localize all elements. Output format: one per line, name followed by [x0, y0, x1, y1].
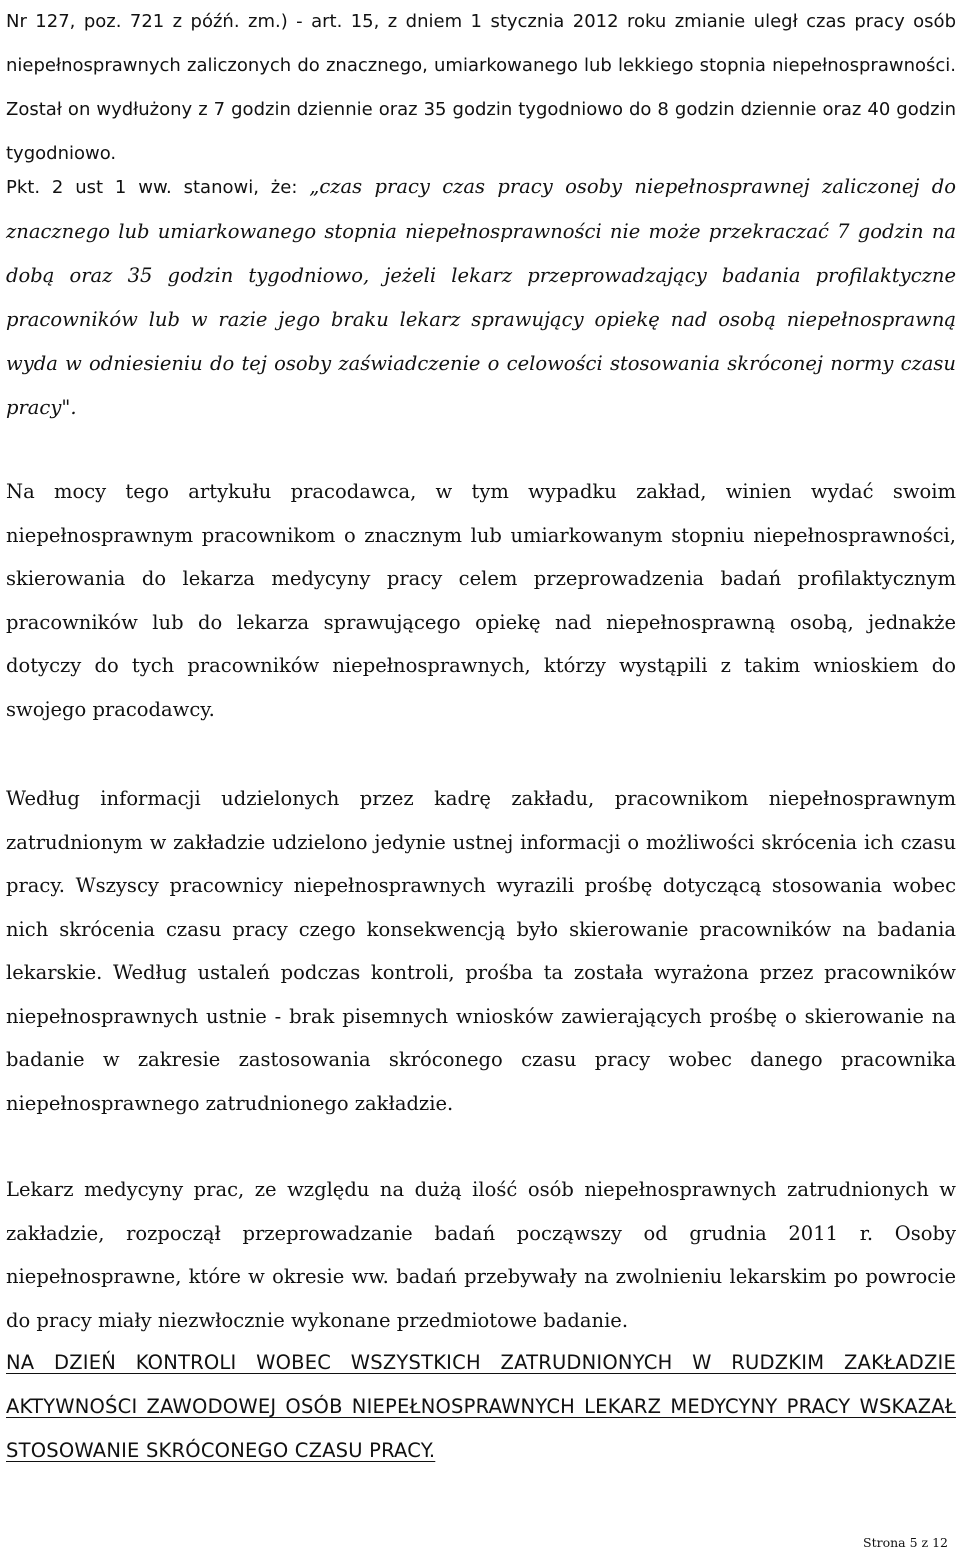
mocy-paragraph: Na mocy tego artykułu pracodawca, w tym wypadku zakład, winien wydać swoim niepełnosprawnym pracownikom o znacznym lub umiarkowanym stopniu niepełnosprawności, skierowania do lekarza medycyny pracy celem przeprowadzenia badań profilaktycznym pracowników lub do lekarza sprawującego opiekę nad niepełnosprawną osobą, jednakże dotyczy do tych pracowników niepełnosprawnych, którzy wystąpili z takim wnioskiem do swojego pracodawcy.	[6, 480, 956, 721]
conclusion-caps-paragraph: NA DZIEŃ KONTROLI WOBEC WSZYSTKICH ZATRUDNIONYCH W RUDZKIM ZAKŁADZIE AKTYWNOŚCI ZAWODOWEJ OSÓB NIEPEŁNOSPRAWNYCH LEKARZ MEDYCYNY PRACY WSKAZAŁ STOSOWANIE SKRÓCONEGO CZASU PRACY.	[6, 1351, 956, 1462]
pkt-lead-text: Pkt. 2 ust 1 ww. stanowi, że:	[6, 177, 310, 198]
intro-paragraph: Nr 127, poz. 721 z późń. zm.) - art. 15, z dniem 1 stycznia 2012 roku zmianie uległ czas pracy osób niepełnosprawnych zaliczonych do znacznego, umiarkowanego lub lekkiego stopnia niepełnosprawności. Został on wydłużony z 7 godzin dziennie oraz 35 godzin tygodniowo do 8 godzin dziennie oraz 40 godzin tygodniowo.	[6, 11, 956, 164]
pkt-quote-text: „czas pracy czas pracy osoby niepełnosprawnej zaliczonej do znacznego lub umiarkowanego stopnia niepełnosprawności nie może przekraczać 7 godzin na dobą oraz 35 godzin tygodniowo, jeżeli lekarz przeprowadzający badania profilaktyczne pracowników lub w razie jego braku lekarz sprawujący opiekę nad osobą niepełnosprawną wyda w odniesieniu do tej osoby zaświadczenie o celowości stosowania skróconej normy czasu pracy".	[6, 175, 956, 419]
wedlug-paragraph: Według informacji udzielonych przez kadrę zakładu, pracownikom niepełnosprawnym zatrudnionym w zakładzie udzielono jedynie ustnej informacji o możliwości skrócenia ich czasu pracy. Wszyscy pracownicy niepełnosprawnych wyrazili prośbę dotyczącą stosowania wobec nich skrócenia czasu pracy czego konsekwencją było skierowanie pracowników na badania lekarskie. Według ustaleń podczas kontroli, prośba ta została wyrażona przez pracowników niepełnosprawnych ustnie - brak pisemnych wniosków zawierających prośbę o skierowanie na badanie w zakresie zastosowania skróconego czasu pracy wobec danego pracownika niepełnosprawnego zatrudnionego zakładzie.	[6, 787, 956, 1115]
lekarz-paragraph: Lekarz medycyny prac, ze względu na dużą ilość osób niepełnosprawnych zatrudnionych w zakładzie, rozpoczął przeprowadzanie badań począwszy od grudnia 2011 r. Osoby niepełnosprawne, które w okresie ww. badań przebywały na zwolnieniu lekarskim po powrocie do pracy miały niezwłocznie wykonane przedmiotowe badanie.	[6, 1178, 956, 1332]
pkt-paragraph	[6, 165, 956, 430]
page-number-footer: Strona 5 z 12	[863, 1535, 948, 1550]
